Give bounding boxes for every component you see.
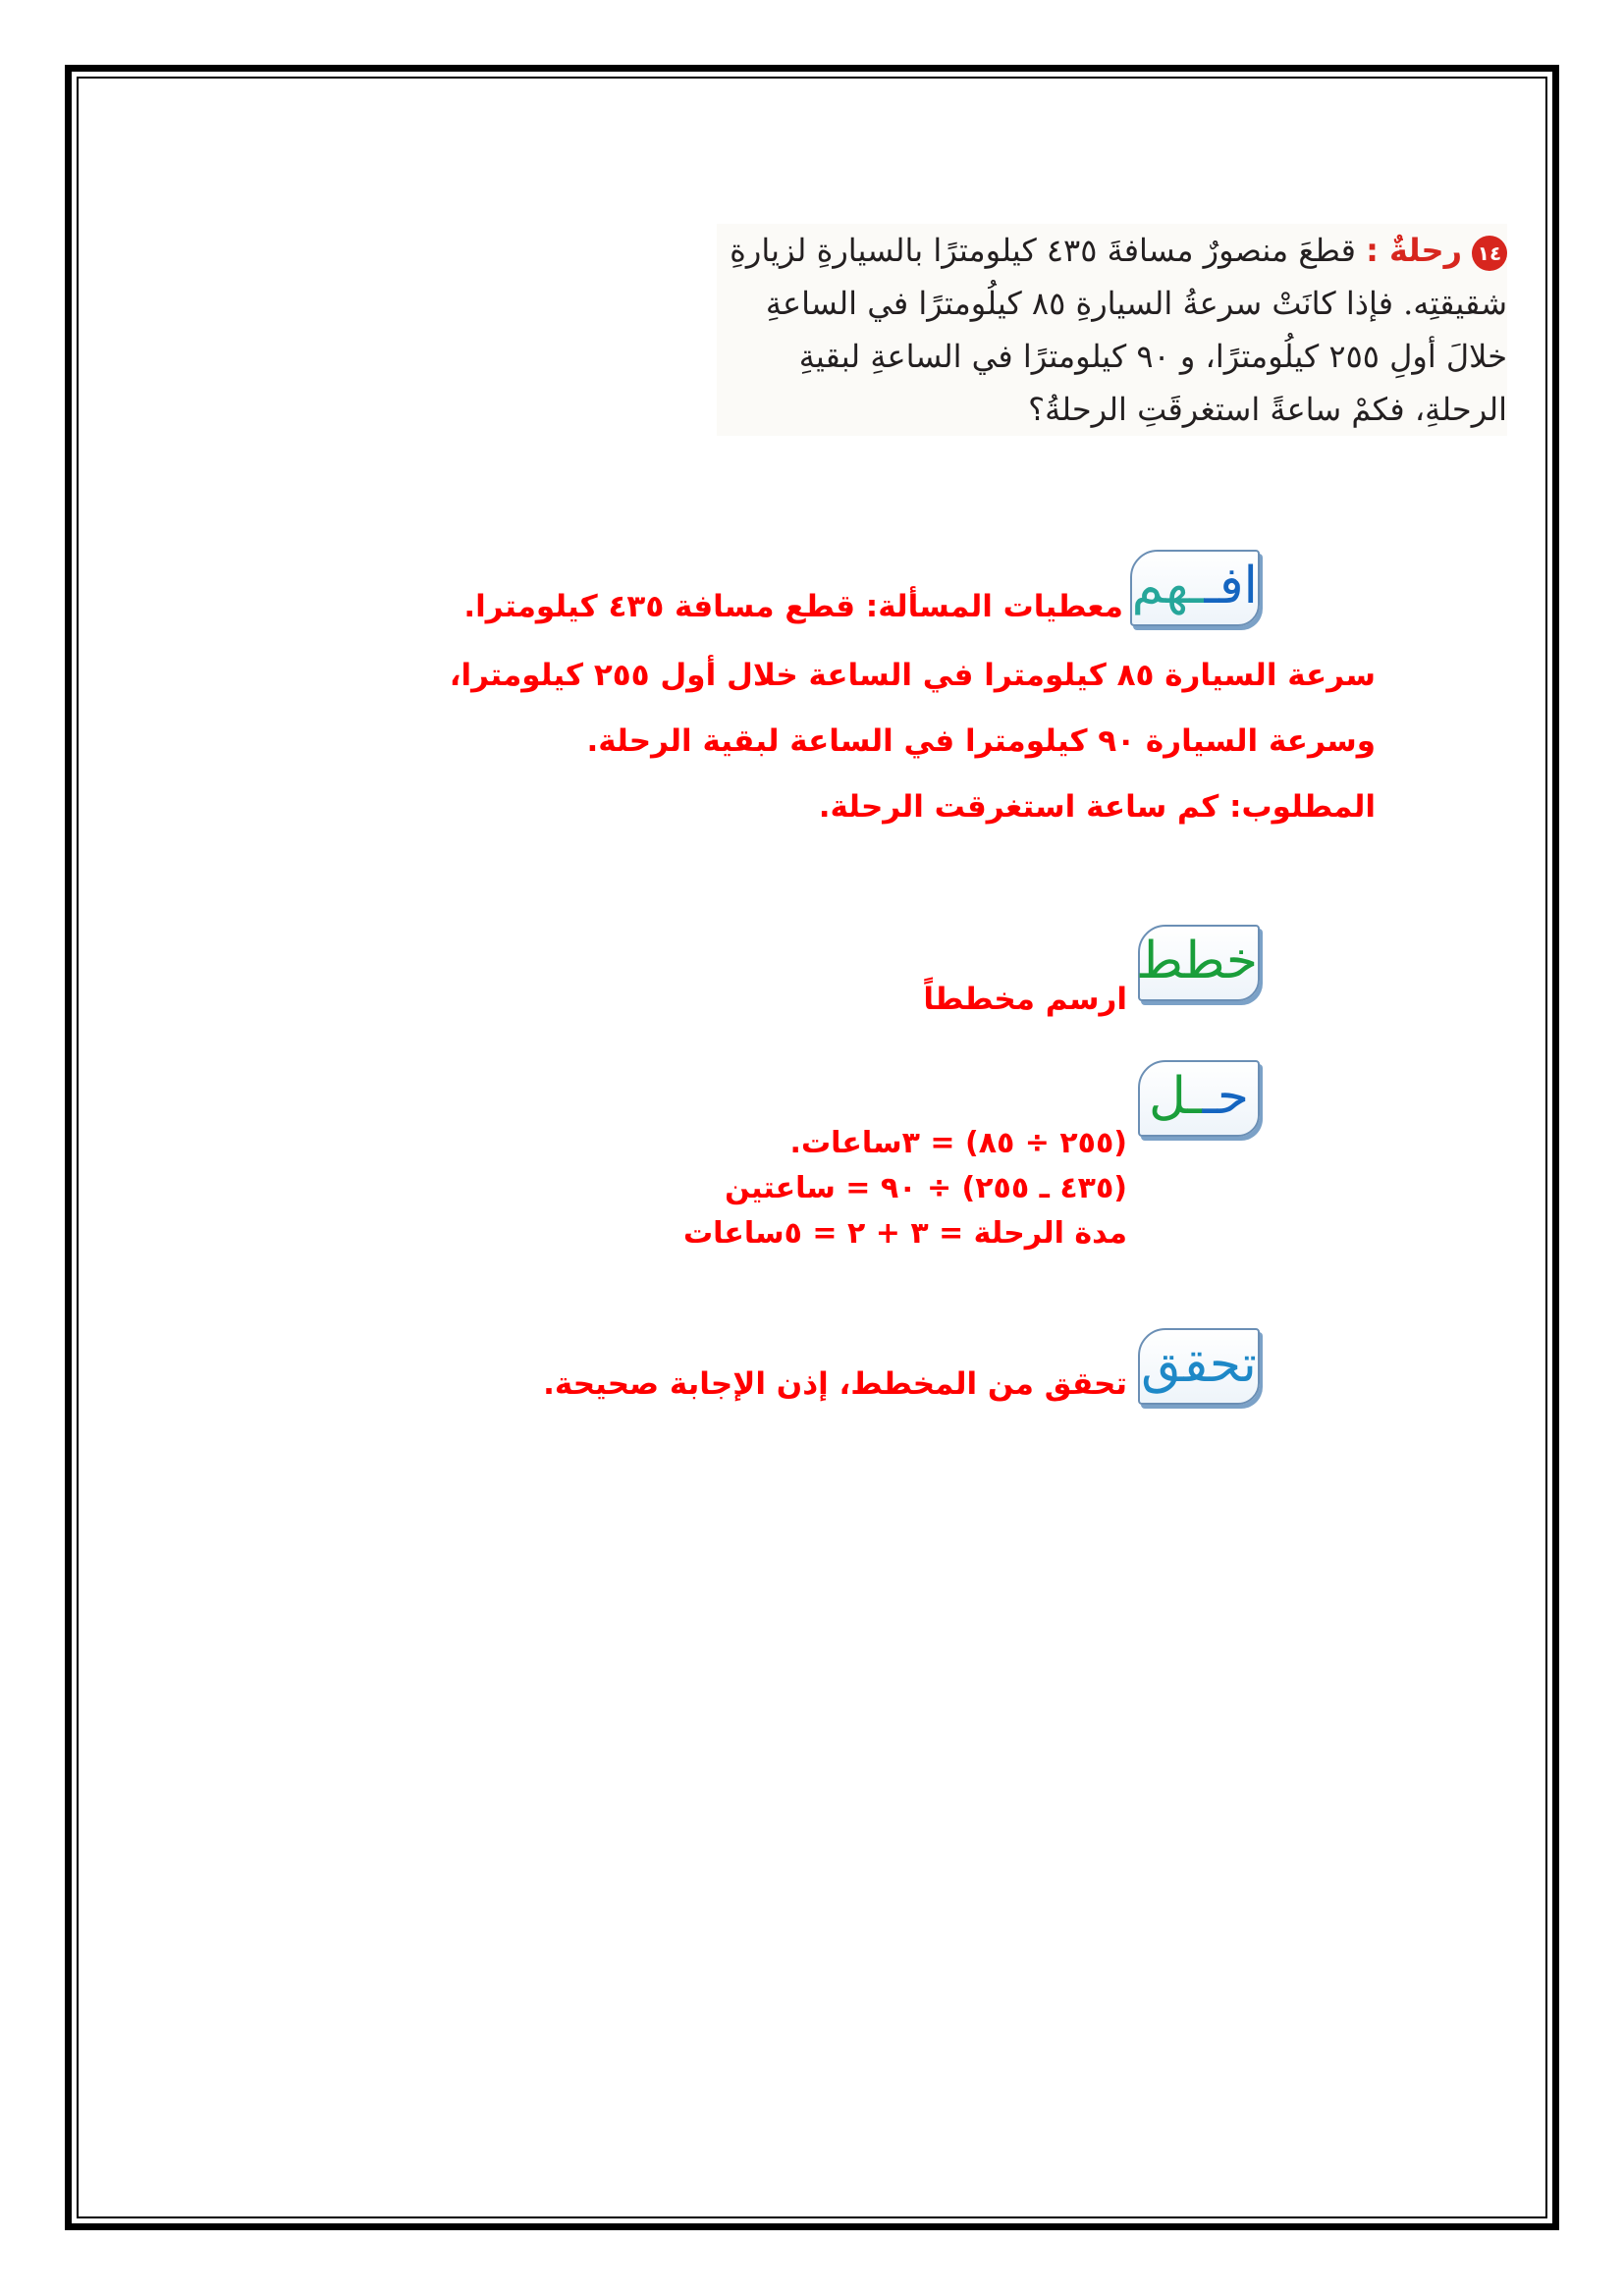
- understand-label-part1: افـ: [1204, 557, 1258, 615]
- solve-label-part2: ـل: [1148, 1067, 1203, 1126]
- check-text: تحقق من المخطط، إذن الإجابة صحيحة.: [543, 1366, 1127, 1402]
- understand-line-3: وسرعة السيارة ٩٠ كيلومترا في الساعة لبقية الرحلة.: [586, 723, 1376, 759]
- problem-text-line-4: الرحلةِ، فكمْ ساعةً استغرقَتِ الرحلةُ؟: [1028, 391, 1507, 428]
- problem-keyword: رحلةٌ :: [1366, 232, 1462, 269]
- step-label-plan: [1135, 925, 1260, 1001]
- understand-label-part2: ـهم: [1131, 557, 1205, 615]
- step-label-check: [1138, 1328, 1260, 1405]
- problem-text-line-1: قطعَ منصورٌ مسافةَ ٤٣٥ كيلومترًا بالسيارةِ لزيارةِ: [730, 232, 1356, 269]
- problem-number-badge: ١٤: [1472, 236, 1507, 271]
- solve-line-1: (٢٥٥ ÷ ٨٥) = ٣ساعات.: [789, 1126, 1127, 1160]
- solve-line-3: مدة الرحلة = ٣ + ٢ = ٥ساعات: [682, 1216, 1127, 1251]
- step-label-understand: [1130, 550, 1260, 626]
- problem-text-line-2: شقيقتِه. فإذا كانَتْ سرعةُ السيارةِ ٨٥ كيلُومترًا في الساعةِ: [765, 285, 1507, 322]
- plan-text: ارسم مخططاً: [923, 982, 1127, 1017]
- solve-line-2: (٤٣٥ ـ ٢٥٥) ÷ ٩٠ = ساعتين: [725, 1171, 1127, 1205]
- understand-line-2: سرعة السيارة ٨٥ كيلومترا في الساعة خلال أول ٢٥٥ كيلومترا،: [449, 658, 1376, 693]
- understand-line-1: معطيات المسألة: قطع مسافة ٤٣٥ كيلومترا.: [463, 589, 1123, 624]
- problem-statement: [717, 224, 1507, 436]
- understand-line-4: المطلوب: كم ساعة استغرقت الرحلة.: [818, 789, 1376, 825]
- plan-label: خطط: [1135, 932, 1258, 990]
- step-label-solve: [1138, 1060, 1260, 1137]
- problem-line-1: [717, 224, 1507, 277]
- problem-text-line-3: خلالَ أولِ ٢٥٥ كيلُومترًا، و ٩٠ كيلومترًا في الساعةِ لبقيةِ: [798, 338, 1507, 375]
- check-label: تحقق: [1141, 1335, 1257, 1394]
- solve-label-part1: حـ: [1202, 1067, 1249, 1126]
